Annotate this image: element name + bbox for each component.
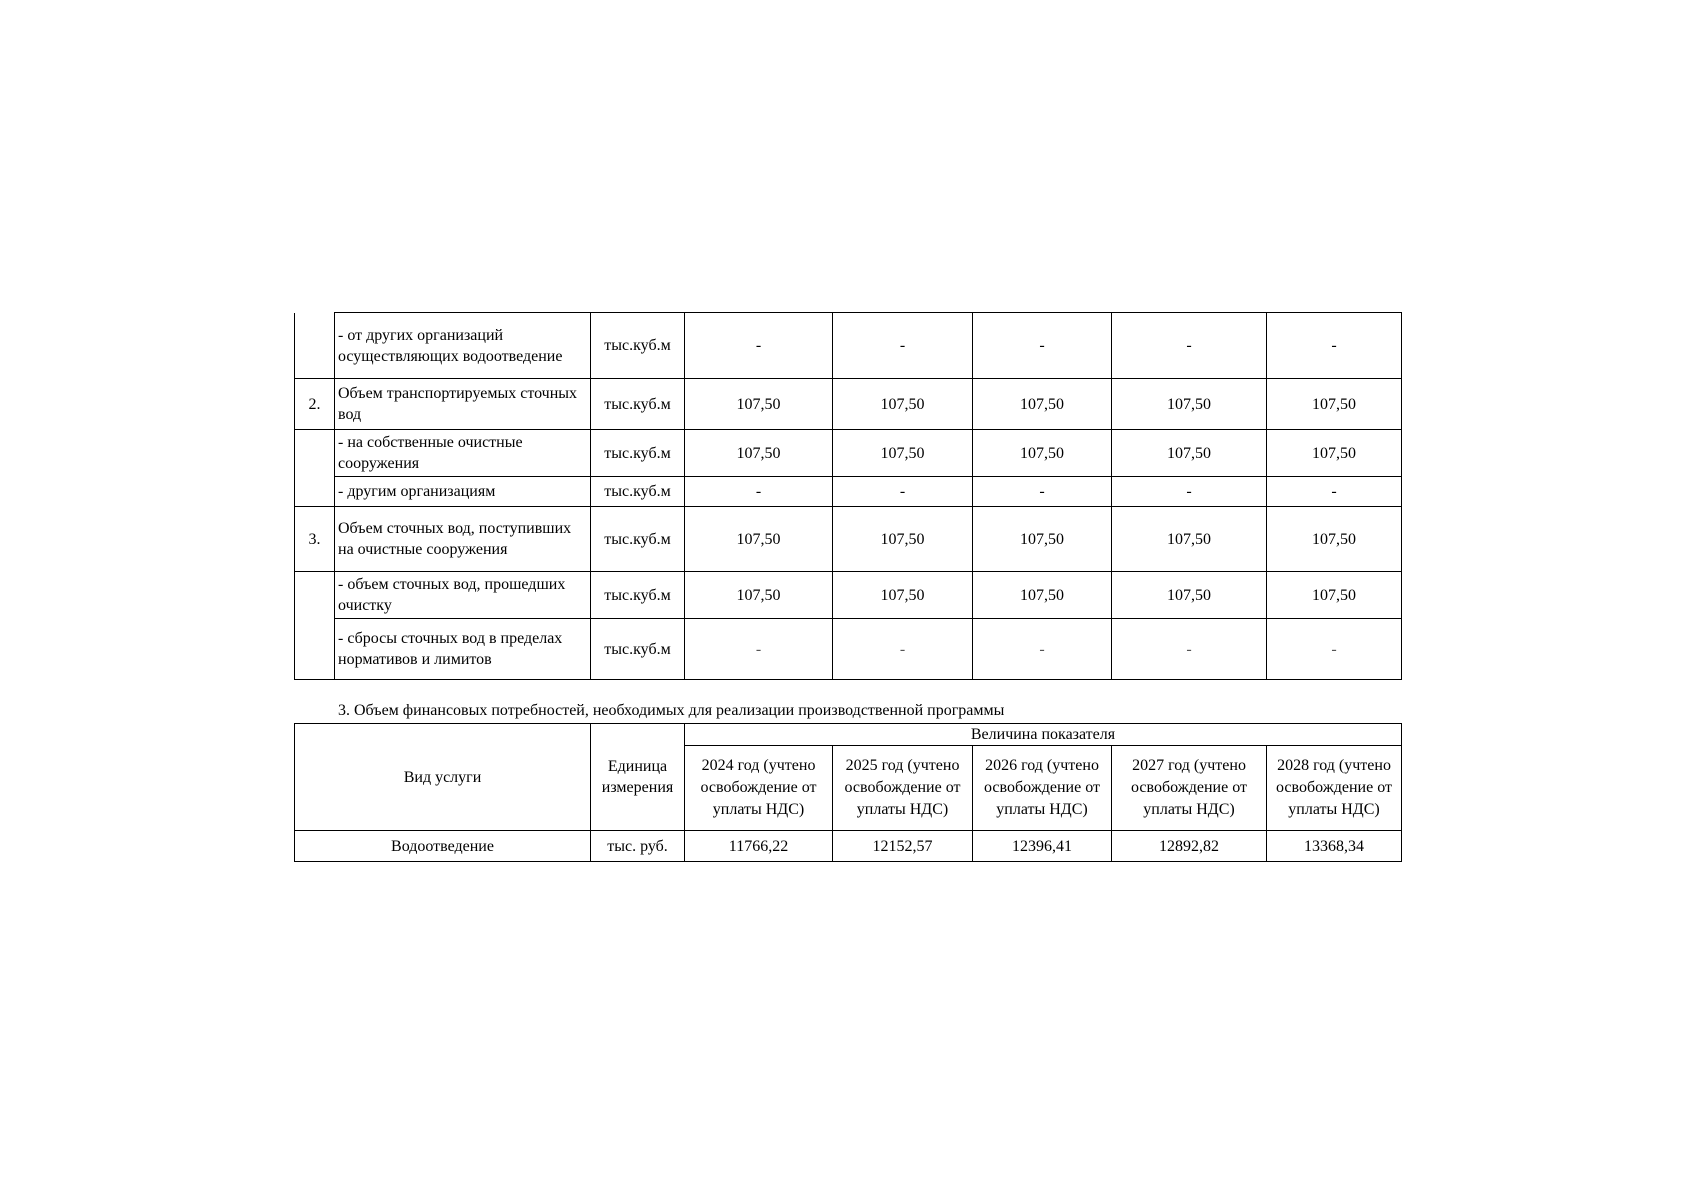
row-unit: тыс.куб.м [591,313,685,379]
unit-header: Единица измерения [591,724,685,831]
value-2027: 107,50 [1112,430,1267,477]
value-2028: 107,50 [1267,572,1402,619]
row-label: - от других организаций осуществляющих водоотведение [335,313,591,379]
header-row [295,724,1402,746]
financial-table-body [295,724,1402,862]
row-number [295,572,335,680]
value-2028: 13368,34 [1267,831,1402,862]
value-2026: 107,50 [973,379,1112,430]
value-2025: 107,50 [833,430,973,477]
table-row [295,572,1402,619]
year-header-2025: 2025 год (учтено освобождение от уплаты НДС) [833,746,973,831]
row-label: Объем транспортируемых сточных вод [335,379,591,430]
value-2024: 107,50 [685,379,833,430]
volume-table-body [295,313,1402,680]
table-row [295,430,1402,477]
row-number [295,430,335,507]
value-2028: 107,50 [1267,379,1402,430]
row-number [295,313,335,379]
service-name: Водоотведение [295,831,591,862]
value-2025: 12152,57 [833,831,973,862]
value-2025: - [833,313,973,379]
value-2028: 107,50 [1267,507,1402,572]
row-label: - на собственные очистные сооружения [335,430,591,477]
value-2026: 107,50 [973,507,1112,572]
value-2028: - [1267,619,1402,680]
value-2028: - [1267,313,1402,379]
value-2024: 107,50 [685,507,833,572]
service-unit: тыс. руб. [591,831,685,862]
section-caption: 3. Объем финансовых потребностей, необходимых для реализации производственной программы [338,702,1005,719]
value-2026: 107,50 [973,430,1112,477]
row-label: - другим организациям [335,477,591,507]
value-2025: - [833,477,973,507]
indicator-group-header: Величина показателя [685,724,1402,746]
value-2024: - [685,313,833,379]
value-2024: 11766,22 [685,831,833,862]
table-row [295,619,1402,680]
value-2027: 107,50 [1112,572,1267,619]
value-2026: 12396,41 [973,831,1112,862]
row-unit: тыс.куб.м [591,379,685,430]
row-number: 2. [295,379,335,430]
value-2024: - [685,477,833,507]
table-row [295,507,1402,572]
value-2026: - [973,313,1112,379]
row-unit: тыс.куб.м [591,477,685,507]
row-unit: тыс.куб.м [591,619,685,680]
value-2027: - [1112,477,1267,507]
year-header-2026: 2026 год (учтено освобождение от уплаты НДС) [973,746,1112,831]
financial-needs-table [294,723,1402,862]
row-label: Объем сточных вод, поступивших на очистные сооружения [335,507,591,572]
row-label: - объем сточных вод, прошедших очистку [335,572,591,619]
value-2025: 107,50 [833,379,973,430]
row-label: - сбросы сточных вод в пределах нормативов и лимитов [335,619,591,680]
value-2025: 107,50 [833,572,973,619]
value-2026: 107,50 [973,572,1112,619]
wastewater-volume-table [294,312,1402,680]
value-2027: - [1112,313,1267,379]
table-row [295,379,1402,430]
row-number: 3. [295,507,335,572]
value-2026: - [973,619,1112,680]
row-unit: тыс.куб.м [591,572,685,619]
table-row [295,477,1402,507]
value-2025: - [833,619,973,680]
table-row [295,831,1402,862]
year-header-2024: 2024 год (учтено освобождение от уплаты НДС) [685,746,833,831]
row-unit: тыс.куб.м [591,430,685,477]
value-2025: 107,50 [833,507,973,572]
table-row [295,313,1402,379]
value-2028: 107,50 [1267,430,1402,477]
service-header: Вид услуги [295,724,591,831]
year-header-2028: 2028 год (учтено освобождение от уплаты НДС) [1267,746,1402,831]
value-2024: - [685,619,833,680]
value-2027: 107,50 [1112,379,1267,430]
value-2027: - [1112,619,1267,680]
value-2027: 107,50 [1112,507,1267,572]
value-2028: - [1267,477,1402,507]
value-2024: 107,50 [685,430,833,477]
value-2024: 107,50 [685,572,833,619]
value-2027: 12892,82 [1112,831,1267,862]
year-header-2027: 2027 год (учтено освобождение от уплаты НДС) [1112,746,1267,831]
value-2026: - [973,477,1112,507]
row-unit: тыс.куб.м [591,507,685,572]
